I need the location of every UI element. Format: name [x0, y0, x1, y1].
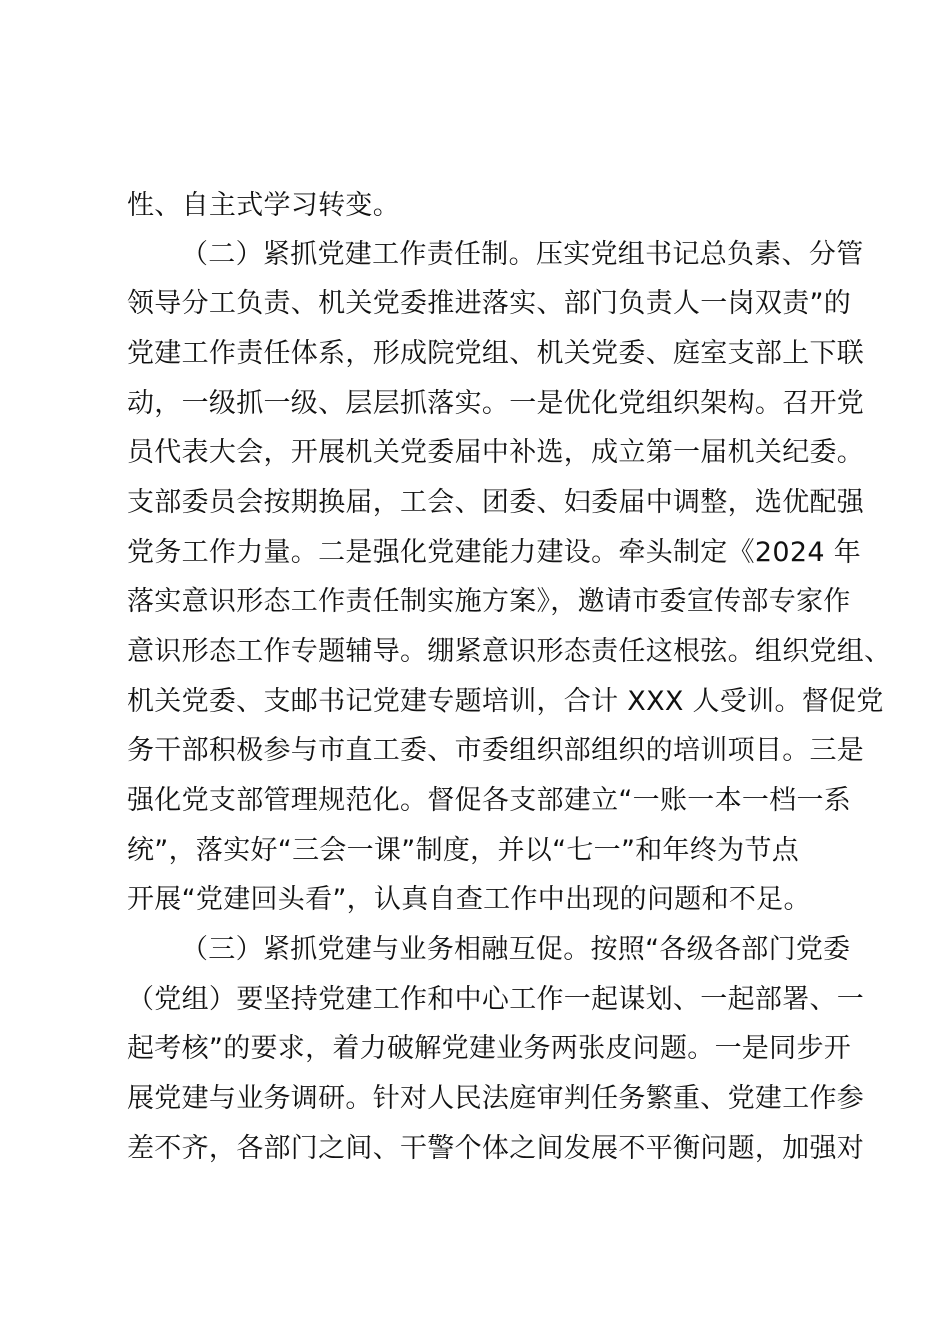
text-line: （党组）要坚持党建工作和中心工作一起谋划、一起部署、一 [127, 984, 865, 1015]
text-line: 展党建与业务调研。针对人民法庭审判任务繁重、党建工作参 [127, 1083, 865, 1114]
text-line: 差不齐，各部门之间、干警个体之间发展不平衡问题，加强对 [127, 1133, 865, 1164]
text-line: 支部委员会按期换届，工会、团委、妇委届中调整，选优配强 [127, 487, 865, 518]
text-line: 意识形态工作专题辅导。绷紧意识形态责任这根弦。组织党组、 [127, 636, 892, 667]
text-line: 务干部积极参与市直工委、市委组织部组织的培训项目。三是 [127, 735, 865, 766]
text-line: 动，一级抓一级、层层抓落实。一是优化党组织架构。召开党 [127, 388, 865, 419]
text-line: 党建工作责任体系，形成院党组、机关党委、庭室支部上下联 [127, 338, 865, 369]
paragraph-3-heading-line: （三）紧抓党建与业务相融互促。按照“各级各部门党委 [181, 934, 851, 965]
text-line: 开展“党建回头看”，认真自查工作中出现的问题和不足。 [127, 884, 811, 915]
text-line: 起考核”的要求，着力破解党建业务两张皮问题。一是同步开 [127, 1033, 852, 1064]
text-line: 落实意识形态工作责任制实施方案》，邀请市委宣传部专家作 [127, 586, 851, 617]
text-line: 领导分工负责、机关党委推进落实、部门负责人一岗双责”的 [127, 288, 852, 319]
text-line: 党务工作力量。二是强化党建能力建设。牵头制定《2024 年 [127, 537, 861, 568]
text-line: 机关党委、支邮书记党建专题培训，合计 XXX 人受训。督促党 [127, 686, 884, 717]
paragraph-2-heading-line: （二）紧抓党建工作责任制。压实党组书记总负素、分管 [181, 239, 864, 270]
text-line: 员代表大会，开展机关党委届中补选，成立第一届机关纪委。 [127, 437, 865, 468]
text-line: 强化党支部管理规范化。督促各支部建立“一账一本一档一系 [127, 785, 852, 816]
text-line: 统”，落实好“三会一课”制度，并以“七一”和年终为节点 [127, 835, 800, 866]
text-line: 性、自主式学习转变。 [127, 190, 400, 221]
